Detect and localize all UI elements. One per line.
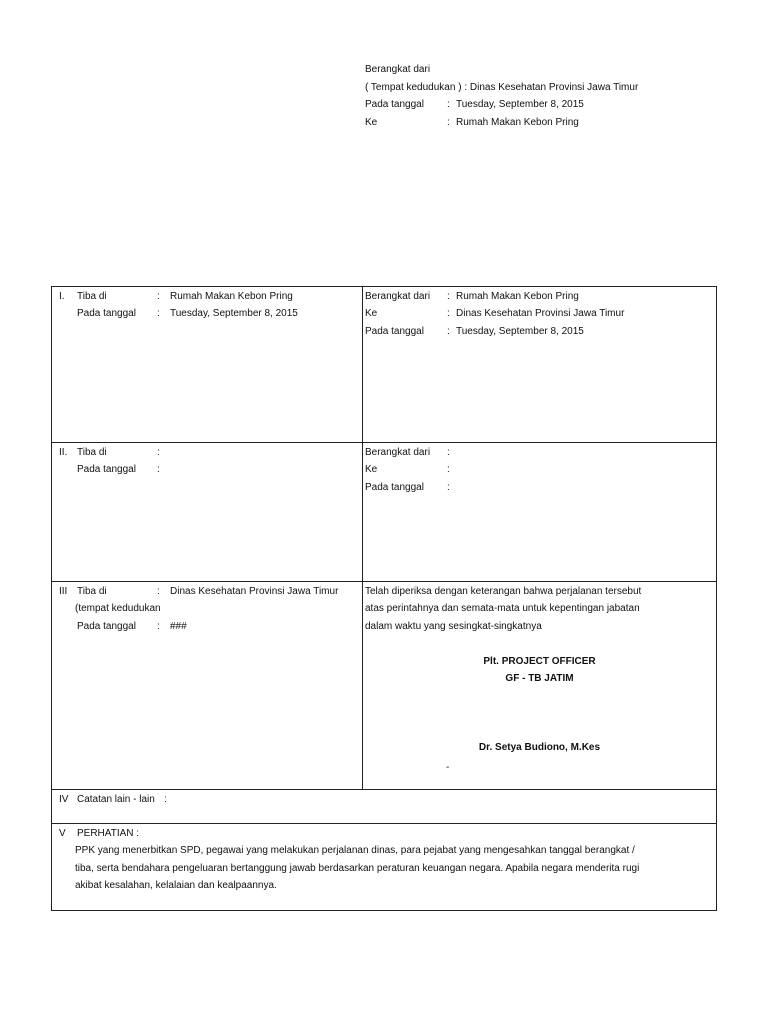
section-number: III — [59, 586, 68, 597]
colon: : — [164, 794, 167, 805]
header-colon: : — [447, 99, 450, 110]
ke-label: Ke — [365, 464, 378, 475]
header-berangkat-label: Berangkat dari — [365, 64, 431, 75]
verification-line-2: atas perintahnya dan semata-mata untuk kepentingan jabatan — [365, 603, 640, 614]
colon: : — [157, 464, 160, 475]
divider — [51, 789, 717, 790]
officer-title: Plt. PROJECT OFFICER — [483, 656, 596, 667]
tanggal-value: Tuesday, September 8, 2015 — [456, 326, 584, 337]
tanggal-value: ### — [170, 621, 187, 632]
colon: : — [447, 482, 450, 493]
perhatian-line-3: akibat kesalahan, kelalaian dan kealpaannya. — [75, 880, 277, 891]
officer-org: GF - TB JATIM — [505, 673, 574, 684]
colon: : — [157, 447, 160, 458]
tiba-label: Tiba di — [77, 291, 107, 302]
ke-value: Dinas Kesehatan Provinsi Jawa Timur — [456, 308, 625, 319]
colon: : — [447, 308, 450, 319]
ke-label: Ke — [365, 308, 378, 319]
tanggal-value: Tuesday, September 8, 2015 — [170, 308, 298, 319]
divider — [716, 286, 717, 911]
berangkat-label: Berangkat dari — [365, 291, 431, 302]
divider — [51, 286, 52, 911]
tempat-kedudukan-label: (tempat kedudukan — [75, 603, 161, 614]
divider — [51, 581, 717, 582]
header-ke-value: Rumah Makan Kebon Pring — [456, 117, 579, 128]
perhatian-title: PERHATIAN : — [77, 828, 140, 839]
divider — [51, 286, 717, 287]
tiba-value: Dinas Kesehatan Provinsi Jawa Timur — [170, 586, 339, 597]
perhatian-line-1: PPK yang menerbitkan SPD, pegawai yang melakukan perjalanan dinas, para pejabat yang mengesahkan tanggal berangkat / — [75, 845, 635, 856]
colon: : — [447, 326, 450, 337]
tanggal-label: Pada tanggal — [77, 464, 136, 475]
perhatian-line-2: tiba, serta bendahara pengeluaran bertanggung jawab berdasarkan peraturan keuangan negara. Apabila negara menderita rugi — [75, 863, 640, 874]
officer-name: Dr. Setya Budiono, M.Kes — [478, 742, 601, 753]
section-number: I. — [59, 291, 65, 302]
colon: : — [157, 291, 160, 302]
berangkat-value: Rumah Makan Kebon Pring — [456, 291, 579, 302]
colon: : — [447, 291, 450, 302]
section-number: V — [59, 828, 66, 839]
verification-line-3: dalam waktu yang sesingkat-singkatnya — [365, 621, 542, 632]
section-number: IV — [59, 794, 69, 805]
colon: : — [447, 447, 450, 458]
divider — [51, 910, 717, 911]
section-number: II. — [59, 447, 68, 458]
colon: : — [157, 621, 160, 632]
divider — [51, 442, 717, 443]
catatan-label: Catatan lain - lain — [77, 794, 155, 805]
tanggal-label: Pada tanggal — [77, 308, 136, 319]
header-ke-label: Ke — [365, 117, 378, 128]
header-tempat-kedudukan: ( Tempat kedudukan ) : Dinas Kesehatan Provinsi Jawa Timur — [365, 82, 639, 93]
signature-dot: - — [446, 762, 450, 773]
tiba-value: Rumah Makan Kebon Pring — [170, 291, 293, 302]
berangkat-label: Berangkat dari — [365, 447, 431, 458]
tiba-label: Tiba di — [77, 586, 107, 597]
colon: : — [447, 464, 450, 475]
divider — [362, 286, 363, 789]
verification-line-1: Telah diperiksa dengan keterangan bahwa perjalanan tersebut — [365, 586, 642, 597]
tiba-label: Tiba di — [77, 447, 107, 458]
tanggal-label: Pada tanggal — [77, 621, 136, 632]
header-tanggal-value: Tuesday, September 8, 2015 — [456, 99, 584, 110]
header-tanggal-label: Pada tanggal — [365, 99, 424, 110]
tanggal-label: Pada tanggal — [365, 482, 424, 493]
colon: : — [157, 586, 160, 597]
tanggal-label: Pada tanggal — [365, 326, 424, 337]
header-colon: : — [447, 117, 450, 128]
colon: : — [157, 308, 160, 319]
divider — [51, 823, 717, 824]
